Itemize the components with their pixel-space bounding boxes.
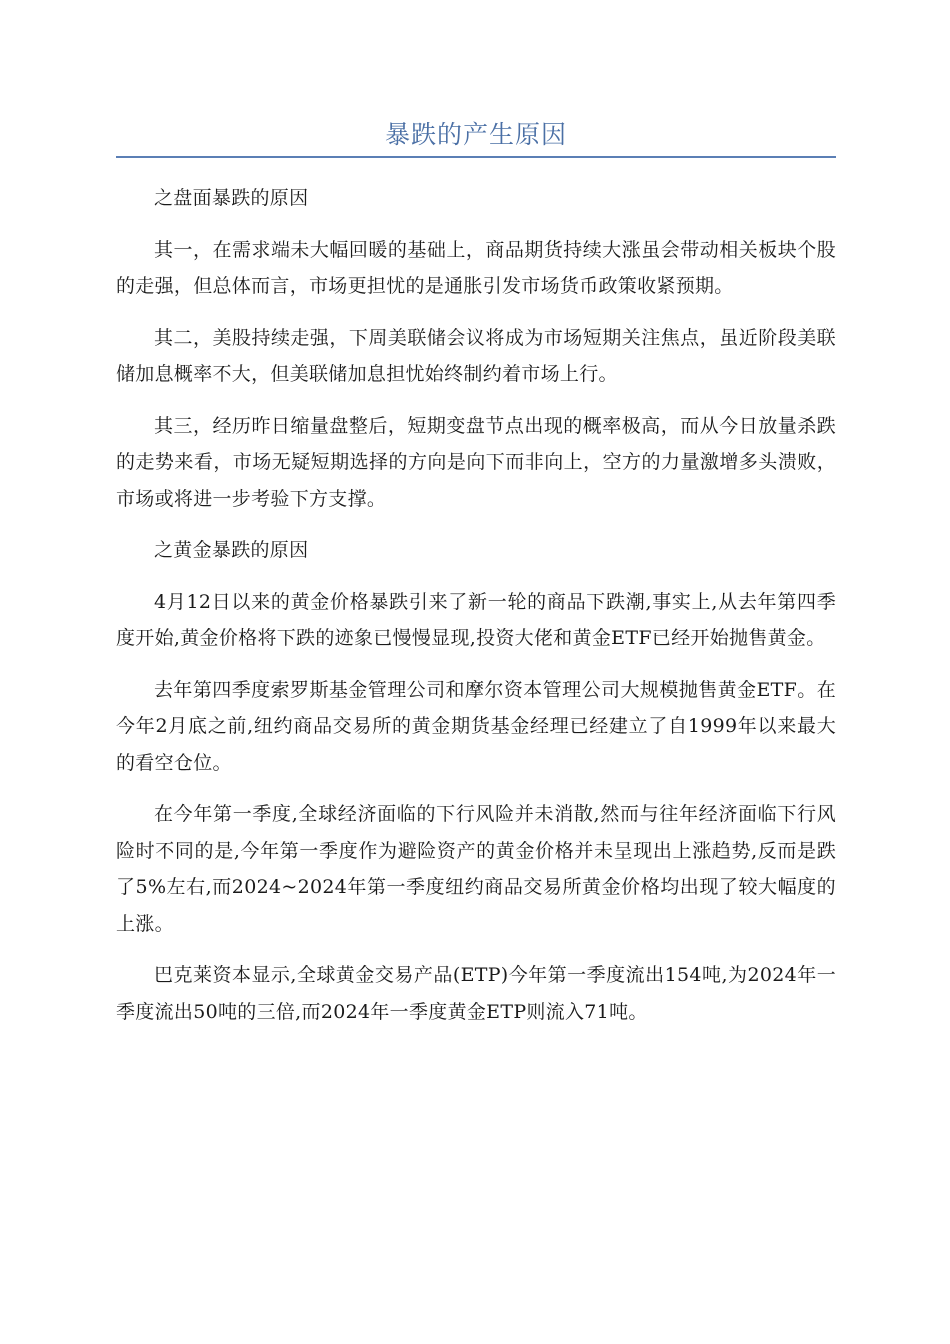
paragraph: 其一，在需求端未大幅回暖的基础上，商品期货持续大涨虽会带动相关板块个股的走强，但总体而言，市场更担忧的是通胀引发市场货币政策收紧预期。 — [116, 238, 836, 297]
paragraph: 巴克莱资本显示,全球黄金交易产品(ETP)今年第一季度流出154吨,为2024年一季度流出50吨的三倍,而2024年一季度黄金ETP则流入71吨。 — [116, 964, 836, 1023]
paragraph: 其二，美股持续走强，下周美联储会议将成为市场短期关注焦点，虽近阶段美联储加息概率不大，但美联储加息担忧始终制约着市场上行。 — [116, 326, 836, 385]
section-heading-gold: 之黄金暴跌的原因 — [154, 539, 309, 561]
title-underline — [116, 156, 836, 158]
document-title: 暴跌的产生原因 — [384, 120, 567, 149]
paragraph: 4月12日以来的黄金价格暴跌引来了新一轮的商品下跌潮,事实上,从去年第四季度开始,黄金价格将下跌的迹象已慢慢显现,投资大佬和黄金ETF已经开始抛售黄金。 — [116, 590, 836, 649]
section-heading-market: 之盘面暴跌的原因 — [154, 187, 309, 209]
paragraph: 去年第四季度索罗斯基金管理公司和摩尔资本管理公司大规模抛售黄金ETF。在今年2月底之前,纽约商品交易所的黄金期货基金经理已经建立了自1999年以来最大的看空仓位。 — [116, 678, 836, 774]
document-body — [116, 180, 836, 1030]
paragraph: 其三，经历昨日缩量盘整后，短期变盘节点出现的概率极高，而从今日放量杀跌的走势来看，市场无疑短期选择的方向是向下而非向上，空方的力量激增多头溃败，市场或将进一步考验下方支撑。 — [116, 414, 836, 510]
paragraph: 在今年第一季度,全球经济面临的下行风险并未消散,然而与往年经济面临下行风险时不同的是,今年第一季度作为避险资产的黄金价格并未呈现出上涨趋势,反而是跌了5%左右,而2024~2024年第一季度纽约商品交易所黄金价格均出现了较大幅度的上涨。 — [116, 803, 836, 935]
document-page — [116, 0, 836, 1045]
